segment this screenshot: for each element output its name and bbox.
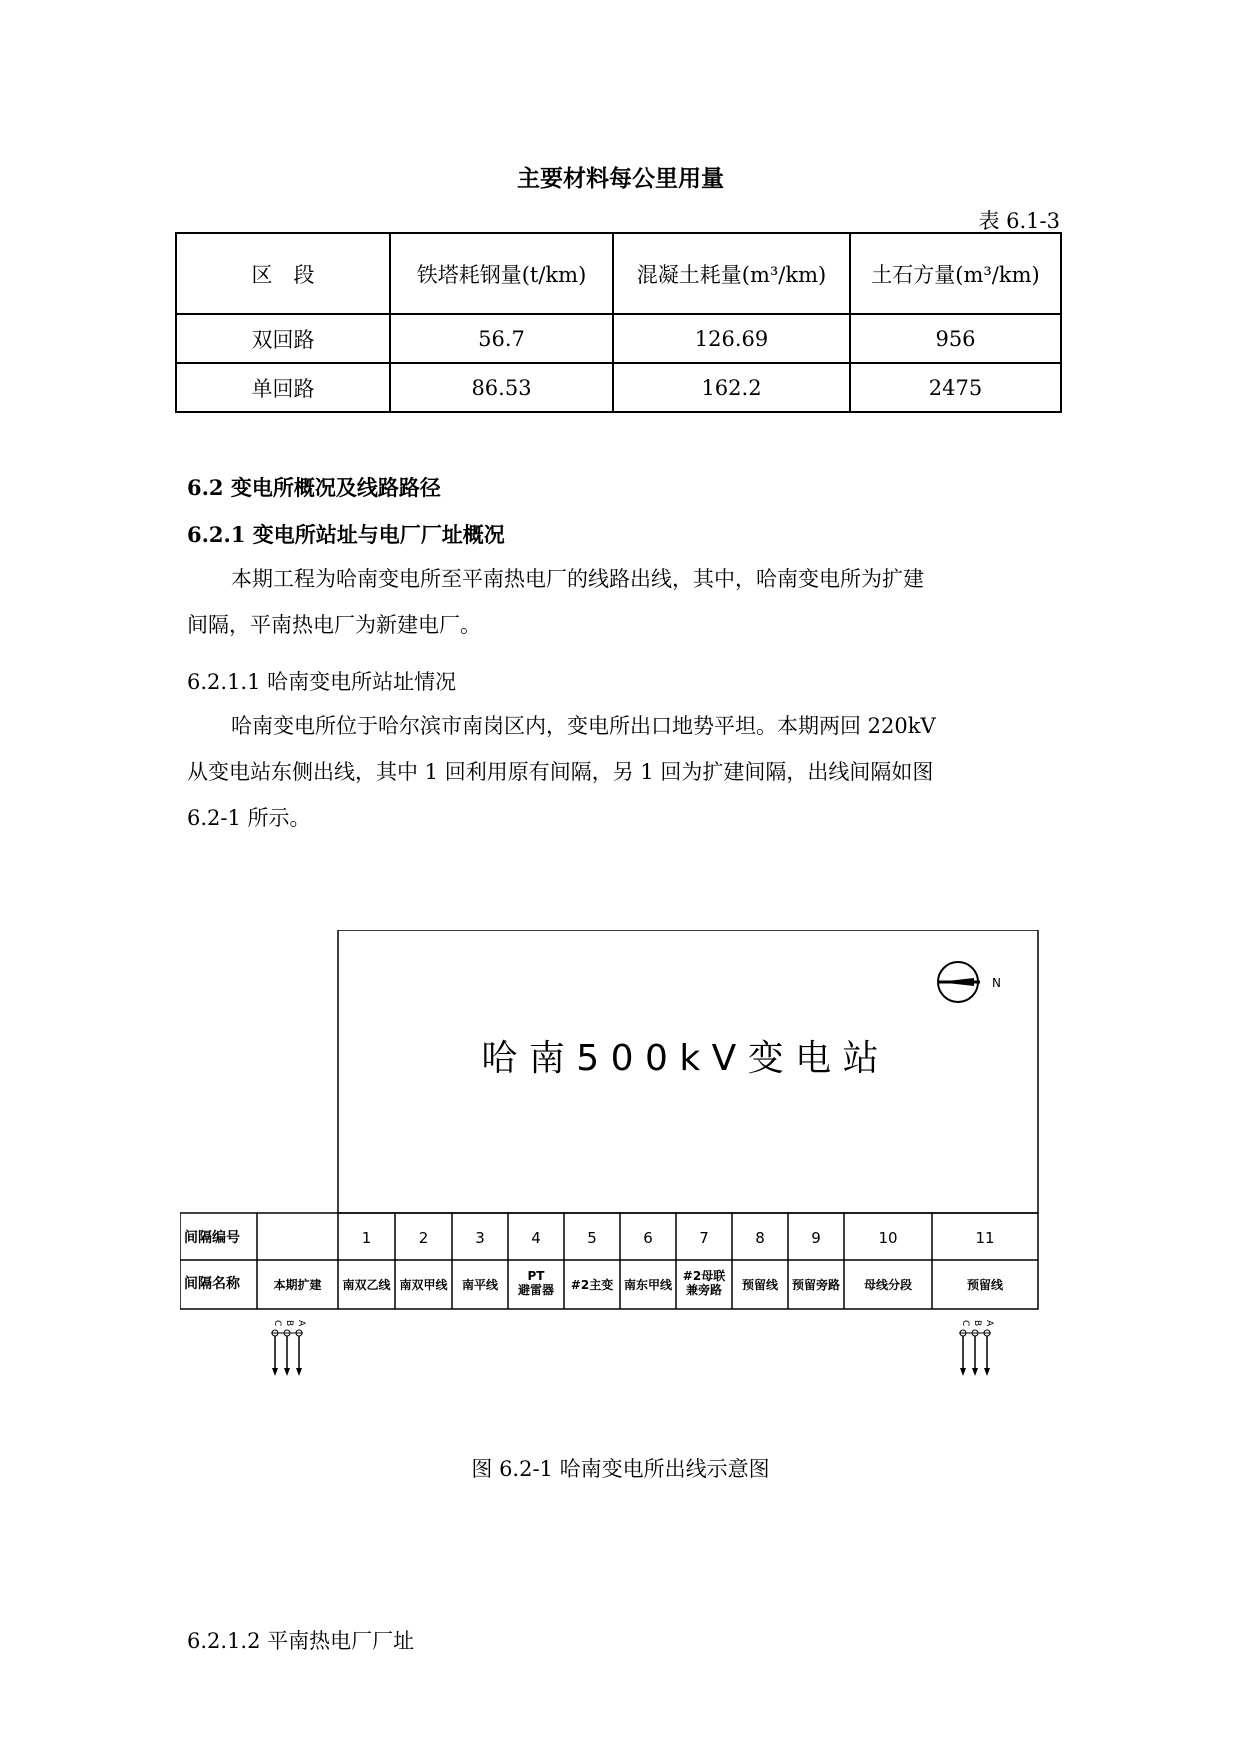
bay-number: 1 — [361, 1229, 372, 1247]
bay-name: 南双甲线 — [399, 1278, 448, 1292]
bay-number: 7 — [699, 1229, 709, 1247]
header-cell: 区 段 — [176, 233, 390, 314]
table-row — [176, 314, 1061, 363]
table-reference: 表 6.1-3 — [978, 209, 1060, 233]
material-table — [175, 232, 1062, 413]
bay-number: 8 — [755, 1229, 765, 1247]
bay-number: 11 — [975, 1229, 995, 1247]
paragraph-line: 从变电站东侧出线，其中 1 回利用原有间隔，另 1 回为扩建间隔，出线间隔如图 — [187, 760, 934, 784]
table-cell: 162.2 — [613, 363, 850, 412]
bay-name: 预留旁路 — [791, 1278, 841, 1292]
bay-name: 南东甲线 — [623, 1278, 673, 1292]
paragraph-2 — [187, 703, 1055, 841]
bay-name: #2母联 — [682, 1269, 726, 1283]
table-header-row — [176, 233, 1061, 314]
bay-number: 5 — [587, 1229, 597, 1247]
arrow-down-icon — [972, 1368, 978, 1376]
header-cell: 混凝土耗量(m³/km) — [613, 233, 850, 314]
bay-name: 母线分段 — [863, 1278, 913, 1292]
arrow-down-icon — [984, 1368, 990, 1376]
bay-number: 9 — [811, 1229, 821, 1247]
subsection-heading: 6.2.1 变电所站址与电厂厂址概况 — [187, 522, 505, 547]
table-cell: 86.53 — [390, 363, 613, 412]
station-name: 哈 南 5 0 0 k V 变 电 站 — [481, 1038, 879, 1079]
bay-numbers — [362, 1229, 995, 1247]
paragraph-line: 哈南变电所位于哈尔滨市南岗区内，变电所出口地势平坦。本期两回 220kV — [231, 714, 936, 738]
phase-label: C — [272, 1320, 282, 1327]
bay-name: PT — [527, 1269, 545, 1283]
bay-number: 2 — [418, 1229, 429, 1247]
table-row — [176, 363, 1061, 412]
header-cell: 铁塔耗钢量(t/km) — [390, 233, 613, 314]
table-cell: 126.69 — [613, 314, 850, 363]
paragraph-line: 间隔，平南热电厂为新建电厂。 — [187, 613, 481, 637]
arrow-down-icon — [272, 1368, 278, 1376]
phase-label: C — [960, 1320, 970, 1327]
table-cell: 2475 — [850, 363, 1061, 412]
figure-caption: 图 6.2-1 哈南变电所出线示意图 — [471, 1457, 770, 1481]
table-title: 主要材料每公里用量 — [517, 165, 724, 192]
right-phase-leads — [959, 1320, 994, 1376]
header-cell: 土石方量(m³/km) — [850, 233, 1061, 314]
paragraph-line: 6.2-1 所示。 — [187, 806, 311, 830]
table-cell: 56.7 — [390, 314, 613, 363]
arrow-down-icon — [296, 1368, 302, 1376]
paragraph-line: 本期工程为哈南变电所至平南热电厂的线路出线，其中，哈南变电所为扩建 — [231, 567, 924, 591]
paragraph-1 — [187, 556, 1055, 648]
bay-number: 4 — [531, 1229, 541, 1247]
bay-name: 南平线 — [461, 1278, 499, 1292]
subsection-heading: 6.2.1.1 哈南变电所站址情况 — [187, 670, 457, 694]
row-label-number: 间隔编号 — [184, 1230, 240, 1246]
left-phase-leads — [271, 1320, 306, 1376]
bay-name: #2主变 — [570, 1278, 614, 1292]
table-cell: 单回路 — [176, 363, 390, 412]
phase-label: B — [972, 1320, 982, 1327]
subsection-heading: 6.2.1.2 平南热电厂厂址 — [187, 1629, 415, 1653]
bay-number: 6 — [643, 1229, 653, 1247]
section-heading: 6.2 变电所概况及线路路径 — [187, 475, 441, 500]
row-label-name: 间隔名称 — [184, 1276, 240, 1292]
bay-name: 南双乙线 — [342, 1278, 391, 1292]
bay-number: 10 — [878, 1229, 898, 1247]
bay-name: 预留线 — [966, 1278, 1004, 1292]
bay-name: 本期扩建 — [273, 1278, 322, 1292]
bay-names — [273, 1268, 1004, 1297]
arrow-down-icon — [284, 1368, 290, 1376]
north-arrow-icon — [938, 962, 980, 1002]
phase-label: A — [296, 1320, 306, 1327]
phase-label: B — [284, 1320, 294, 1327]
bay-name: 预留线 — [741, 1278, 779, 1292]
phase-label: A — [984, 1320, 994, 1327]
arrow-down-icon — [960, 1368, 966, 1376]
substation-bay-diagram — [180, 930, 1060, 1390]
table-cell: 双回路 — [176, 314, 390, 363]
compass-label: N — [992, 976, 1001, 990]
bay-name: 兼旁路 — [685, 1283, 723, 1297]
bay-name: 避雷器 — [517, 1283, 555, 1297]
table-cell: 956 — [850, 314, 1061, 363]
bay-number: 3 — [475, 1229, 485, 1247]
bay-table — [180, 1213, 1038, 1309]
